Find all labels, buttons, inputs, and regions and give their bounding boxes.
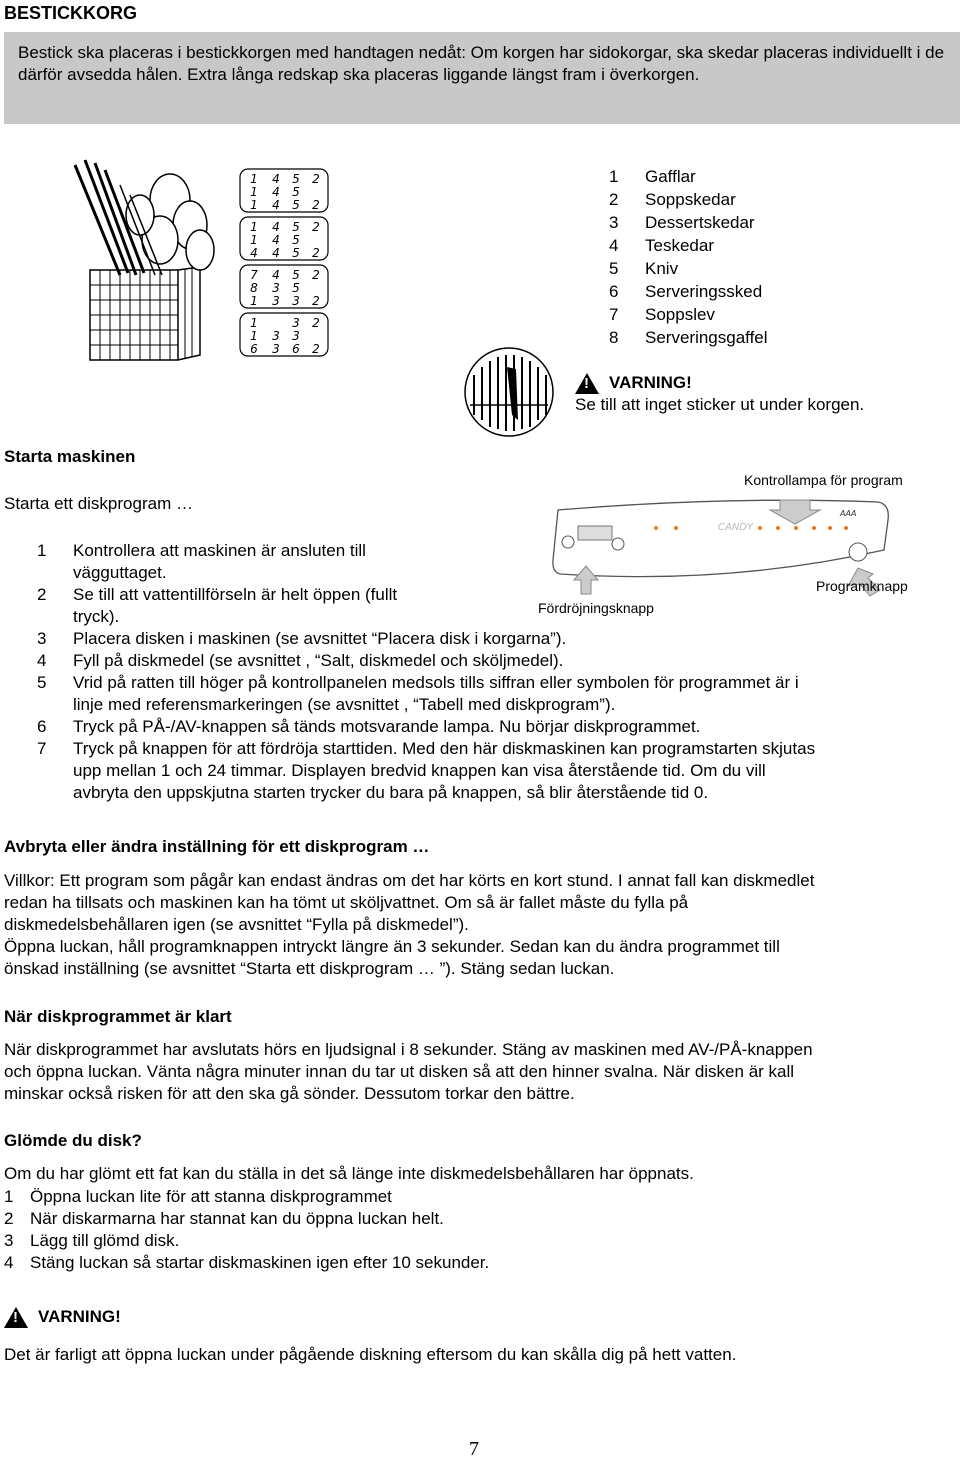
label-program-lamp: Kontrollampa för program: [744, 472, 903, 488]
forgot-intro: Om du har glömt ett fat kan du ställa in det så länge inte diskmedelsbehållaren har öppnats.: [4, 1164, 694, 1183]
slot-number: 2: [312, 268, 320, 282]
start-heading: Starta maskinen: [4, 447, 136, 466]
slot-number: 2: [312, 316, 320, 330]
warning-bottom-text: Det är farligt att öppna luckan under pågående diskning eftersom du kan skålla dig på hett vatten.: [4, 1345, 737, 1364]
slot-number: 8: [250, 281, 258, 295]
legend-item: 6 Serveringssked: [609, 282, 763, 301]
list-item: 2 När diskarmarna har stannat kan du öppna luckan helt.: [4, 1209, 444, 1228]
legend-item: 1 Gafflar: [609, 167, 696, 186]
done-body: När diskprogrammet har avslutats hörs en ljudsignal i 8 sekunder. Stäng av maskinen med AV-/PÅ-knappen och öppna luckan. Vänta några minuter innan du tar ut disken så att den hinner svalna. När disken är kall minskar också risken för att den ska gå sönder. Dessutom torkar den bättre.: [4, 1040, 813, 1103]
slot-number: 1: [250, 316, 258, 330]
cutlery-legend: [609, 166, 768, 350]
list-item: 2 Se till att vattentillförseln är helt öppen (fullt tryck).: [37, 585, 398, 626]
warning-icon: [4, 1307, 28, 1328]
slot-number: 1: [250, 329, 258, 343]
basket-slot-grid: [238, 167, 333, 362]
slot-number: 4: [272, 268, 280, 282]
basket-detail-circle: [462, 345, 557, 440]
slot-number: 5: [292, 246, 300, 260]
slot-number: 3: [272, 342, 280, 356]
slot-number: 5: [292, 172, 300, 186]
panel-brand: CANDY: [718, 522, 754, 533]
slot-number: 3: [272, 281, 280, 295]
slot-number: 5: [292, 233, 300, 247]
warning-bottom: ! VARNING!: [4, 1306, 121, 1328]
warning-top: ! VARNING! Se till att inget sticker ut under korgen.: [575, 372, 864, 416]
legend-item: 4 Teskedar: [609, 236, 714, 255]
slot-number: 1: [250, 220, 258, 234]
done-heading: När diskprogrammet är klart: [4, 1007, 232, 1026]
list-item: 1 Kontrollera att maskinen är ansluten till vägguttaget.: [37, 541, 366, 582]
cutlery-basket-illustration: [60, 155, 220, 370]
slot-number: 7: [250, 268, 258, 282]
slot-number: 2: [312, 342, 320, 356]
cancel-body: Villkor: Ett program som pågår kan endast ändras om det har körts en kort stund. I annat fall kan diskmedlet redan ha tillsats och maskinen kan ha tömt ut sköljvattnet. Om så är fallet måste du fylla på diskmedelsbehållaren igen (se avsnittet “Fylla på diskmedel”). Öppna luckan, håll programknappen intryckt längre än 3 sekunder. Sedan kan du ändra programmet till önskad inställning (se avsnittet “Starta ett diskprogram … ”). Stäng sedan luckan.: [4, 871, 815, 978]
slot-number: 1: [250, 198, 258, 212]
slot-number: 3: [272, 294, 280, 308]
list-item: 4 Fyll på diskmedel (se avsnittet , “Salt, diskmedel och sköljmedel).: [37, 651, 564, 670]
start-subheading: Starta ett diskprogram …: [4, 494, 193, 513]
slot-number: 3: [292, 316, 300, 330]
slot-number: 5: [292, 185, 300, 199]
list-item: 6 Tryck på PÅ-/AV-knappen så tänds motsvarande lampa. Nu börjar diskprogrammet.: [37, 717, 701, 736]
slot-number: 4: [272, 246, 280, 260]
slot-number: 2: [312, 198, 320, 212]
warning-icon: [575, 373, 599, 394]
slot-number: 3: [292, 294, 300, 308]
start-steps: [37, 540, 937, 804]
legend-item: 2 Soppskedar: [609, 190, 736, 209]
list-item: 3 Placera disken i maskinen (se avsnittet “Placera disk i korgarna”).: [37, 629, 567, 648]
slot-number: 4: [272, 172, 280, 186]
intro-box: Bestick ska placeras i bestickkorgen med handtagen nedåt: Om korgen har sidokorgar, ska skedar placeras individuellt i de därför avsedda hålen. Extra långa redskap ska placeras liggande längst fram i överkorgen.: [4, 32, 960, 124]
cancel-heading: Avbryta eller ändra inställning för ett diskprogram …: [4, 837, 430, 856]
slot-number: 4: [272, 220, 280, 234]
list-item: 5 Vrid på ratten till höger på kontrollpanelen medsols tills siffran eller symbolen för programmet är i linje med referensmarkeringen (se avsnittet , “Tabell med diskprogram”).: [37, 673, 799, 714]
legend-item: 7 Soppslev: [609, 305, 715, 324]
slot-number: 3: [272, 329, 280, 343]
panel-rating: AAA: [840, 509, 857, 518]
slot-number: 6: [292, 342, 300, 356]
slot-number: 3: [292, 329, 300, 343]
label-delay-button: Fördröjningsknapp: [538, 600, 654, 616]
legend-item: 5 Kniv: [609, 259, 679, 278]
slot-number: 1: [250, 294, 258, 308]
slot-number: 5: [292, 281, 300, 295]
slot-number: 4: [250, 246, 258, 260]
page-number: 7: [469, 1438, 479, 1459]
label-program-button: Programknapp: [816, 578, 908, 594]
slot-number: 1: [250, 172, 258, 186]
list-item: 7 Tryck på knappen för att fördröja starttiden. Med den här diskmaskinen kan programstarten skjutas upp mellan 1 och 24 timmar. Displayen bredvid knappen kan visa återstående tid. Om du vill avbryta den uppskjutna starten trycker du bara på knappen, så blir återstående tid 0.: [37, 739, 816, 802]
legend-item: 8 Serveringsgaffel: [609, 328, 768, 347]
slot-number: 2: [312, 172, 320, 186]
slot-number: 4: [272, 198, 280, 212]
page-title: BESTICKKORG: [4, 3, 138, 23]
slot-number: 2: [312, 220, 320, 234]
slot-number: 2: [312, 294, 320, 308]
slot-number: 6: [250, 342, 258, 356]
slot-number: 1: [250, 233, 258, 247]
slot-number: 5: [292, 220, 300, 234]
list-item: 1 Öppna luckan lite för att stanna diskprogrammet: [4, 1187, 392, 1206]
list-item: 4 Stäng luckan så startar diskmaskinen igen efter 10 sekunder.: [4, 1253, 490, 1272]
forgot-heading: Glömde du disk?: [4, 1131, 142, 1150]
slot-number: 4: [272, 185, 280, 199]
legend-item: 3 Dessertskedar: [609, 213, 755, 232]
slot-number: 1: [250, 185, 258, 199]
slot-number: 5: [292, 268, 300, 282]
slot-number: 2: [312, 246, 320, 260]
forgot-steps: [4, 1186, 960, 1274]
list-item: 3 Lägg till glömd disk.: [4, 1231, 180, 1250]
slot-number: 5: [292, 198, 300, 212]
slot-number: 4: [272, 233, 280, 247]
